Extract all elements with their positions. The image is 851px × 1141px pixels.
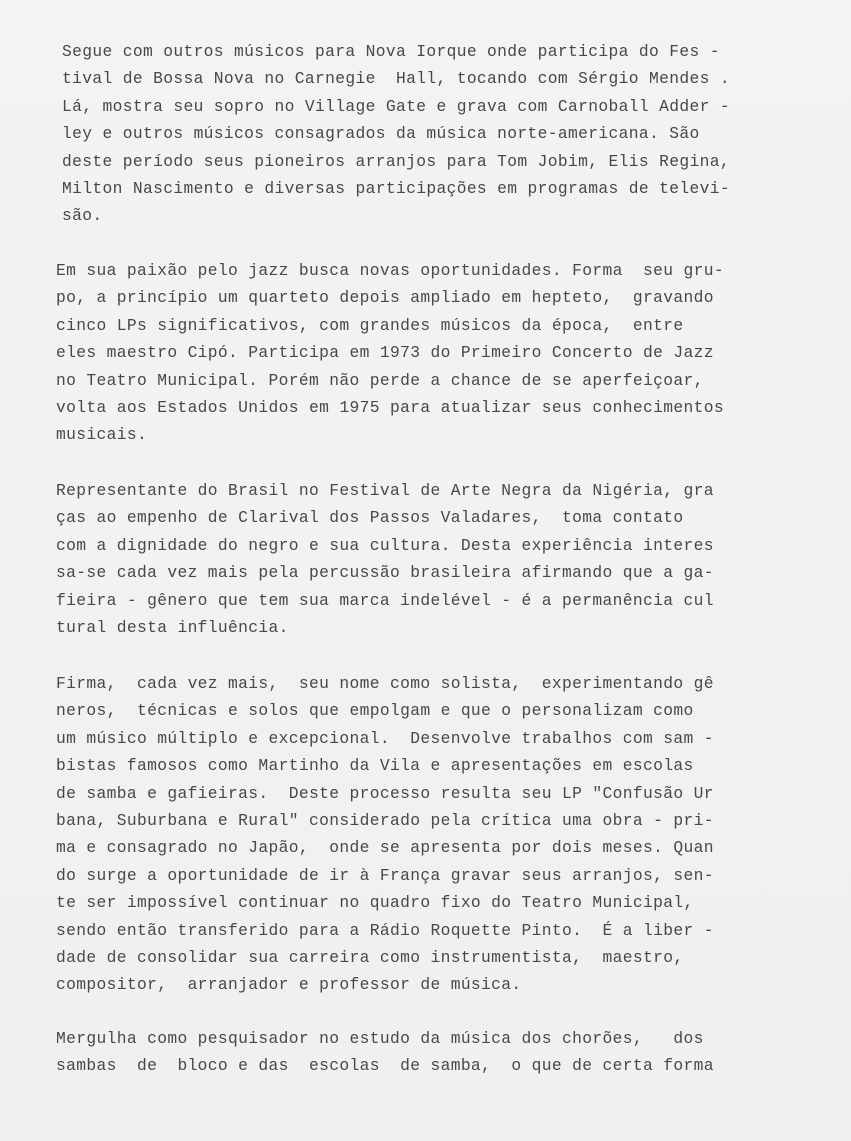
text-line: são. <box>62 206 103 226</box>
text-line: com a dignidade do negro e sua cultura. Desta experiência interes <box>56 535 714 555</box>
paragraph-nigeria <box>56 477 796 641</box>
text-line: ley e outros músicos consagrados da música norte-americana. São <box>62 124 700 144</box>
text-line: dade de consolidar sua carreira como instrumentista, maestro, <box>56 947 684 967</box>
text-line: musicais. <box>56 425 148 445</box>
text-line: sambas de bloco e das escolas de samba, o que de certa forma <box>56 1056 714 1076</box>
text-line: deste período seus pioneiros arranjos para Tom Jobim, Elis Regina, <box>62 151 730 171</box>
text-line: compositor, arranjador e professor de música. <box>56 975 522 995</box>
text-line: Milton Nascimento e diversas participações em programas de televi- <box>62 178 730 198</box>
text-line: tival de Bossa Nova no Carnegie Hall, tocando com Sérgio Mendes . <box>62 69 730 89</box>
text-line: Mergulha como pesquisador no estudo da música dos chorões, dos <box>56 1029 704 1048</box>
text-line: te ser impossível continuar no quadro fixo do Teatro Municipal, <box>56 893 694 913</box>
text-line: ma e consagrado no Japão, onde se apresenta por dois meses. Quan <box>56 838 714 858</box>
text-line: Representante do Brasil no Festival de Arte Negra da Nigéria, gra <box>56 481 714 500</box>
text-line: bana, Suburbana e Rural" considerado pela crítica uma obra - pri- <box>56 810 714 830</box>
text-line: do surge a oportunidade de ir à França gravar seus arranjos, sen- <box>56 865 714 885</box>
text-line: no Teatro Municipal. Porém não perde a chance de se aperfeiçoar, <box>56 370 704 390</box>
paragraph-jazz-passion <box>56 257 796 449</box>
text-line: tural desta influência. <box>56 617 289 637</box>
text-line: bistas famosos como Martinho da Vila e apresentações em escolas <box>56 756 694 776</box>
text-line: sa-se cada vez mais pela percussão brasileira afirmando que a ga- <box>56 563 714 583</box>
text-line: um músico múltiplo e excepcional. Desenvolve trabalhos com sam - <box>56 728 714 748</box>
text-line: Firma, cada vez mais, seu nome como solista, experimentando gê <box>56 674 714 693</box>
text-line: de samba e gafieiras. Deste processo resulta seu LP "Confusão Ur <box>56 783 714 803</box>
text-line: volta aos Estados Unidos em 1975 para atualizar seus conhecimentos <box>56 397 724 417</box>
text-line: Em sua paixão pelo jazz busca novas oportunidades. Forma seu gru- <box>56 261 724 280</box>
text-line: neros, técnicas e solos que empolgam e que o personalizam como <box>56 701 694 721</box>
paragraph-researcher <box>56 1025 796 1080</box>
text-line: ças ao empenho de Clarival dos Passos Valadares, toma contato <box>56 508 684 528</box>
text-line: eles maestro Cipó. Participa em 1973 do Primeiro Concerto de Jazz <box>56 343 714 363</box>
text-line: fieira - gênero que tem sua marca indelével - é a permanência cul <box>56 590 714 610</box>
text-line: Lá, mostra seu sopro no Village Gate e grava com Carnoball Adder - <box>62 96 730 116</box>
text-line: sendo então transferido para a Rádio Roquette Pinto. É a liber - <box>56 920 714 940</box>
text-line: Segue com outros músicos para Nova Iorque onde participa do Fes - <box>62 42 720 61</box>
paragraph-new-york <box>62 38 802 230</box>
text-line: cinco LPs significativos, com grandes músicos da época, entre <box>56 315 684 335</box>
paragraph-soloist <box>56 670 796 999</box>
text-line: po, a princípio um quarteto depois ampliado em hepteto, gravando <box>56 288 714 308</box>
